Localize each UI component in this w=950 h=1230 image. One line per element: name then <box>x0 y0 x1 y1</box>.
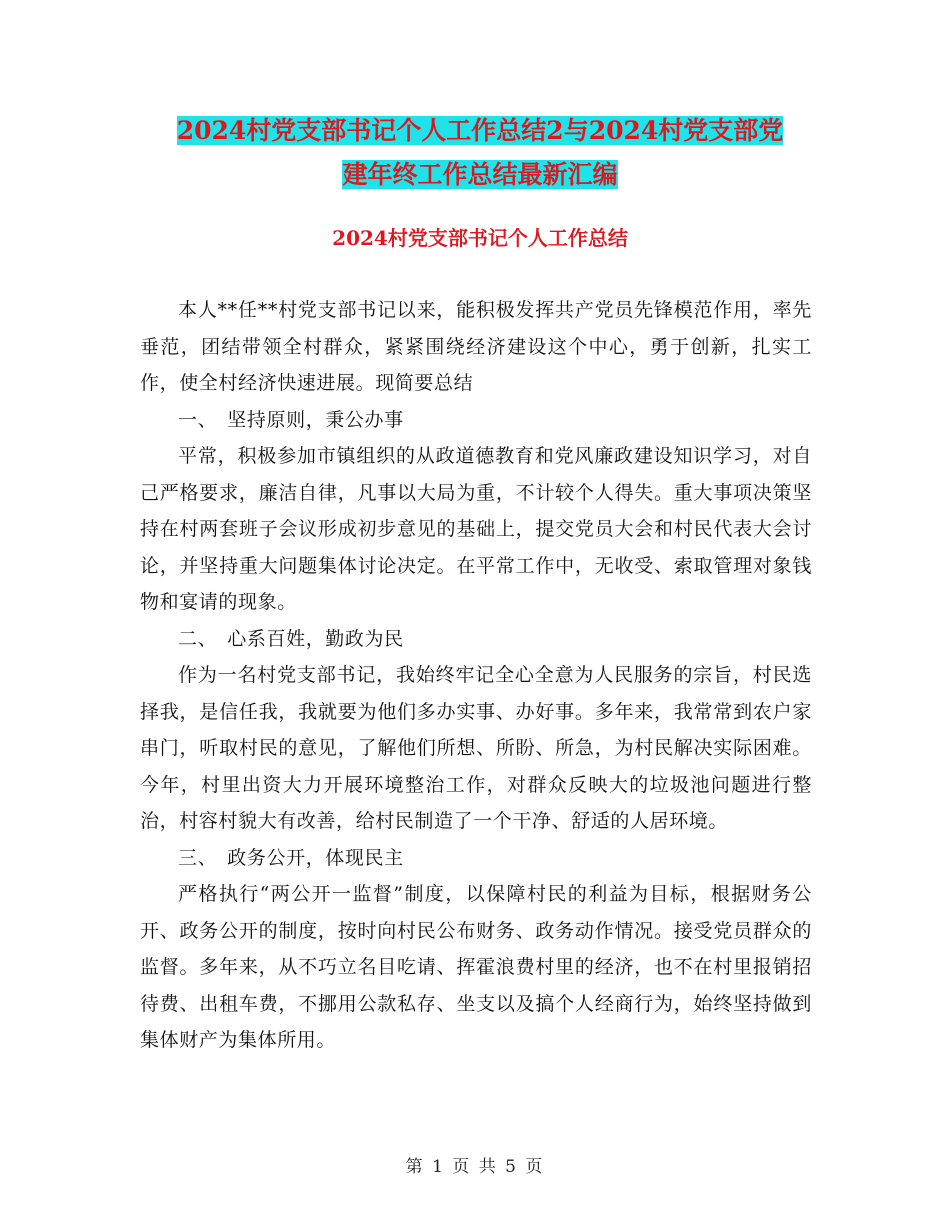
heading-3: 三、 政务公开，体现民主 <box>178 846 404 869</box>
heading-2: 二、 心系百姓，勤政为民 <box>178 627 404 650</box>
title-highlight-1: 2024村党支部书记个人工作总结2与2024村党支部党 <box>176 116 784 145</box>
paragraph-3: 严格执行“两公开一监督”制度，以保障村民的利益为目标，根据财务公开、政务公开的制度，按时向村民公布财务、政务动作情况。接受党员群众的监督。多年来，从不巧立名目吃请、挥霍浪费村里的经济，也不在村里报销招待费、出租车费，不挪用公款私存、坐支以及搞个人经商行为，始终坚持做到集体财产为集体所用。 <box>140 883 812 1051</box>
page-footer: 第 1 页 共 5 页 <box>405 1157 545 1177</box>
paragraph-2: 作为一名村党支部书记，我始终牢记全心全意为人民服务的宗旨，村民选择我，是信任我，我就要为他们多办实事、办好事。多年来，我常常到农户家串门，听取村民的意见，了解他们所想、所盼、所急，为村民解决实际困难。今年，村里出资大力开展环境整治工作，对群众反映大的垃圾池问题进行整治，村容村貌大有改善，给村民制造了一个干净、舒适的人居环境。 <box>140 664 812 832</box>
paragraph-intro: 本人**任**村党支部书记以来，能积极发挥共产党员先锋模范作用，率先垂范，团结带领全村群众，紧紧围绕经济建设这个中心，勇于创新，扎实工作，使全村经济快速进展。现简要总结 <box>140 299 812 394</box>
document-title-line-2 <box>140 152 820 198</box>
title-highlight-2: 建年终工作总结最新汇编 <box>342 160 618 189</box>
heading-1: 一、 坚持原则，秉公办事 <box>178 408 404 431</box>
paragraph-1: 平常，积极参加市镇组织的从政道德教育和党风廉政建设知识学习，对自己严格要求，廉洁自律，凡事以大局为重，不计较个人得失。重大事项决策坚持在村两套班子会议形成初步意见的基础上，提交党员大会和村民代表大会讨论，并坚持重大问题集体讨论决定。在平常工作中，无收受、索取管理对象钱物和宴请的现象。 <box>140 445 812 613</box>
document-title-line-1 <box>140 108 820 154</box>
section-title: 2024村党支部书记个人工作总结 <box>332 226 628 250</box>
document-body <box>140 292 812 1059</box>
